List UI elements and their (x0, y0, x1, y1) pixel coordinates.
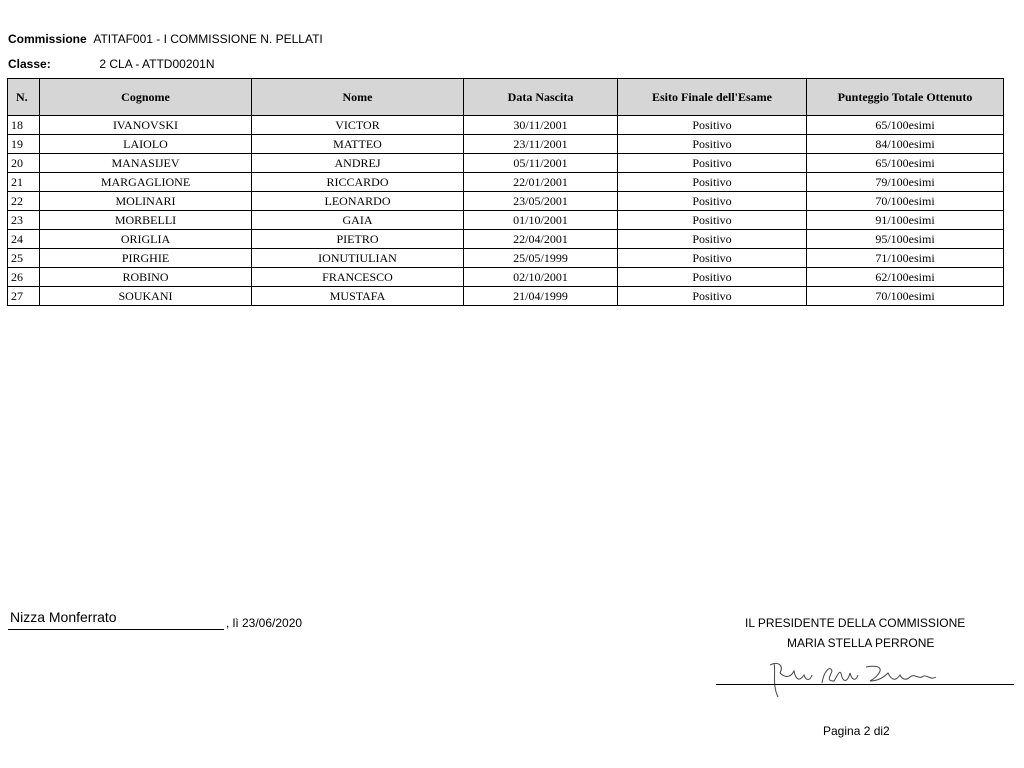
table-cell: Positivo (618, 154, 807, 173)
table-cell: Positivo (618, 116, 807, 135)
table-cell: 65/100esimi (807, 154, 1004, 173)
table-cell: 24 (8, 230, 40, 249)
table-cell: 25/05/1999 (464, 249, 618, 268)
table-cell: 21 (8, 173, 40, 192)
column-header: Nome (252, 79, 464, 116)
table-row (8, 230, 1004, 249)
table-cell: 23/11/2001 (464, 135, 618, 154)
table-cell: 23/05/2001 (464, 192, 618, 211)
table-cell: ANDREJ (252, 154, 464, 173)
table-row (8, 116, 1004, 135)
table-row (8, 287, 1004, 306)
table-cell: MARGAGLIONE (40, 173, 252, 192)
table-cell: IONUTIULIAN (252, 249, 464, 268)
table-cell: MORBELLI (40, 211, 252, 230)
table-cell: 30/11/2001 (464, 116, 618, 135)
place-field: Nizza Monferrato (8, 609, 224, 630)
president-title: IL PRESIDENTE DELLA COMMISSIONE (745, 616, 966, 630)
president-name: MARIA STELLA PERRONE (787, 636, 935, 650)
table-cell: SOUKANI (40, 287, 252, 306)
table-cell: VICTOR (252, 116, 464, 135)
table-cell: PIETRO (252, 230, 464, 249)
classe-line (8, 57, 215, 71)
handwritten-signature (760, 651, 960, 701)
table-cell: 02/10/2001 (464, 268, 618, 287)
table-cell: Positivo (618, 211, 807, 230)
classe-label: Classe: (8, 57, 51, 71)
results-table (7, 78, 1004, 306)
table-cell: 25 (8, 249, 40, 268)
table-cell: 95/100esimi (807, 230, 1004, 249)
table-cell: 27 (8, 287, 40, 306)
table-cell: 21/04/1999 (464, 287, 618, 306)
table-cell: 71/100esimi (807, 249, 1004, 268)
page-number: Pagina 2 di2 (823, 724, 890, 738)
table-cell: LEONARDO (252, 192, 464, 211)
commissione-label: Commissione (8, 32, 87, 46)
table-cell: 01/10/2001 (464, 211, 618, 230)
table-cell: 84/100esimi (807, 135, 1004, 154)
table-cell: RICCARDO (252, 173, 464, 192)
table-row (8, 173, 1004, 192)
table-cell: 22 (8, 192, 40, 211)
table-cell: IVANOVSKI (40, 116, 252, 135)
table-row (8, 135, 1004, 154)
table-cell: MOLINARI (40, 192, 252, 211)
table-cell: 18 (8, 116, 40, 135)
date-text: , lì 23/06/2020 (226, 616, 303, 630)
column-header: Punteggio Totale Ottenuto (807, 79, 1004, 116)
table-cell: MANASIJEV (40, 154, 252, 173)
column-header: Cognome (40, 79, 252, 116)
table-cell: 91/100esimi (807, 211, 1004, 230)
signature-line (716, 684, 1014, 685)
classe-value: 2 CLA - ATTD00201N (99, 57, 215, 71)
table-cell: MUSTAFA (252, 287, 464, 306)
table-cell: Positivo (618, 135, 807, 154)
table-cell: 65/100esimi (807, 116, 1004, 135)
table-cell: Positivo (618, 268, 807, 287)
table-row (8, 192, 1004, 211)
table-cell: ROBINO (40, 268, 252, 287)
column-header: Data Nascita (464, 79, 618, 116)
table-cell: GAIA (252, 211, 464, 230)
table-cell: Positivo (618, 249, 807, 268)
table-cell: PIRGHIE (40, 249, 252, 268)
table-cell: 23 (8, 211, 40, 230)
table-row (8, 249, 1004, 268)
column-header: N. (8, 79, 40, 116)
table-cell: ORIGLIA (40, 230, 252, 249)
table-cell: 79/100esimi (807, 173, 1004, 192)
table-cell: Positivo (618, 192, 807, 211)
table-row (8, 268, 1004, 287)
table-row (8, 154, 1004, 173)
column-header: Esito Finale dell'Esame (618, 79, 807, 116)
table-cell: 20 (8, 154, 40, 173)
commissione-value: ATITAF001 - I COMMISSIONE N. PELLATI (93, 32, 323, 46)
table-cell: 62/100esimi (807, 268, 1004, 287)
table-cell: Positivo (618, 287, 807, 306)
table-cell: 05/11/2001 (464, 154, 618, 173)
commissione-line (8, 32, 323, 46)
table-cell: LAIOLO (40, 135, 252, 154)
table-cell: 26 (8, 268, 40, 287)
table-cell: Positivo (618, 230, 807, 249)
table-row (8, 211, 1004, 230)
table-cell: 70/100esimi (807, 287, 1004, 306)
table-cell: 19 (8, 135, 40, 154)
table-cell: FRANCESCO (252, 268, 464, 287)
table-cell: 22/04/2001 (464, 230, 618, 249)
table-header-row (8, 79, 1004, 116)
table-cell: Positivo (618, 173, 807, 192)
table-cell: 70/100esimi (807, 192, 1004, 211)
table-cell: 22/01/2001 (464, 173, 618, 192)
table-cell: MATTEO (252, 135, 464, 154)
